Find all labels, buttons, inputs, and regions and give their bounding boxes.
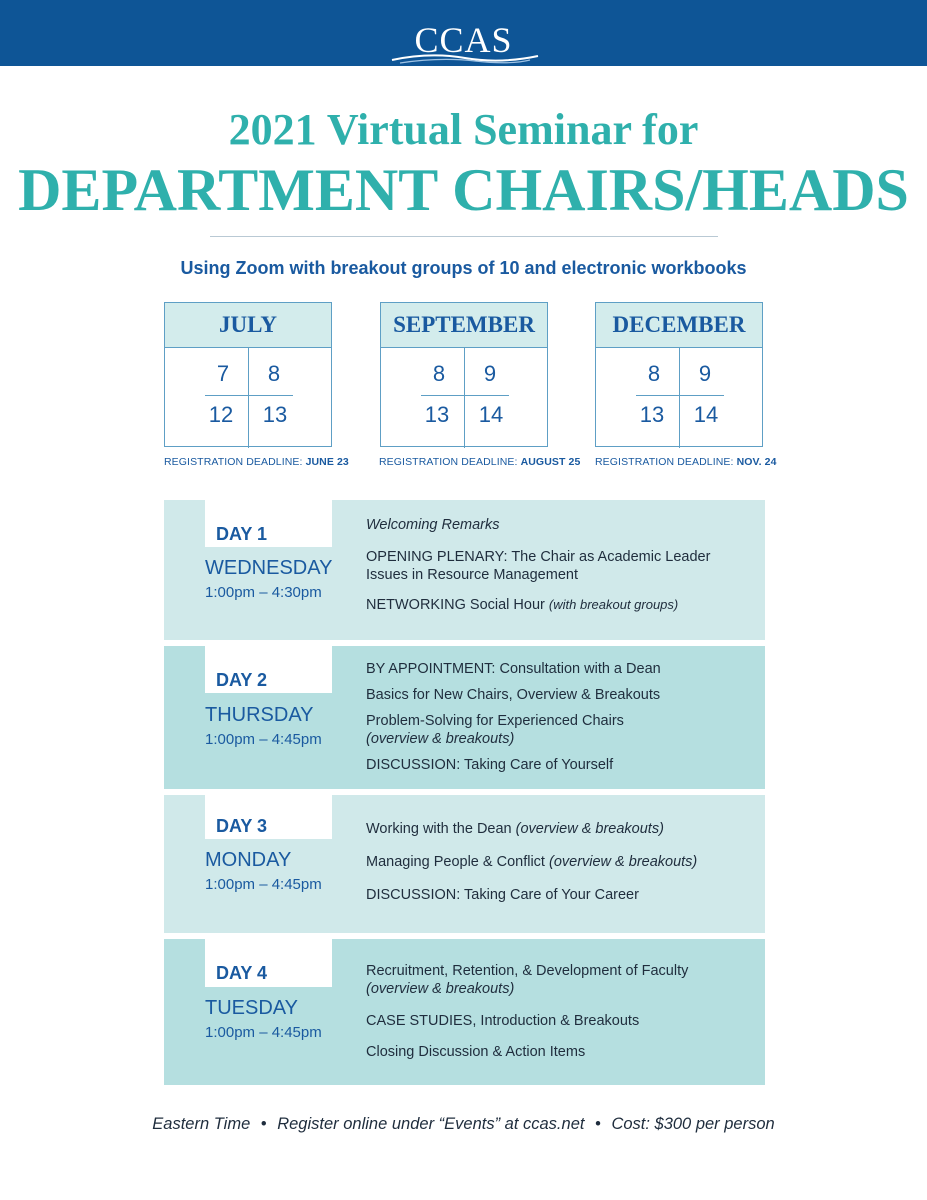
calendar-date: 12 bbox=[208, 402, 234, 427]
agenda-item: CASE STUDIES, Introduction & Breakouts bbox=[366, 1013, 640, 1029]
day-panel-2 bbox=[164, 646, 765, 789]
logo-wave-icon bbox=[390, 52, 540, 64]
calendar-divider bbox=[636, 395, 724, 396]
day-weekday: TUESDAY bbox=[205, 997, 298, 1019]
calendar-divider bbox=[421, 395, 509, 396]
agenda-item-italic: (with breakout groups) bbox=[548, 597, 679, 612]
agenda-item-text: NETWORKING Social Hour bbox=[366, 597, 549, 613]
agenda-item: BY APPOINTMENT: Consultation with a Dean bbox=[366, 661, 661, 677]
deadline-label: REGISTRATION DEADLINE: bbox=[595, 456, 734, 468]
bullet-separator: • bbox=[595, 1115, 601, 1133]
seminar-title-line1: 2021 Virtual Seminar for bbox=[228, 105, 699, 154]
agenda-item-italic: (overview & breakouts) bbox=[548, 854, 698, 870]
day-label: DAY 2 bbox=[216, 670, 268, 690]
calendar-month: JULY bbox=[165, 303, 331, 348]
calendar-date: 9 bbox=[698, 361, 712, 386]
calendar-date: 7 bbox=[216, 361, 230, 386]
calendar-month: SEPTEMBER bbox=[381, 303, 547, 348]
agenda-item: Recruitment, Retention, & Development of Faculty bbox=[366, 963, 689, 979]
day-panel-3 bbox=[164, 795, 765, 933]
calendar-date: 8 bbox=[432, 361, 446, 386]
day-time: 1:00pm – 4:30pm bbox=[205, 584, 322, 601]
seminar-title-line2: DEPARTMENT CHAIRS/HEADS bbox=[18, 157, 909, 223]
calendar-date: 14 bbox=[478, 402, 504, 427]
registration-deadline-september bbox=[379, 455, 580, 469]
deadline-label: REGISTRATION DEADLINE: bbox=[164, 456, 303, 468]
agenda-item-italic: (overview & breakouts) bbox=[366, 731, 515, 747]
deadline-label: REGISTRATION DEADLINE: bbox=[379, 456, 518, 468]
calendar-date: 14 bbox=[693, 402, 719, 427]
subtitle: Using Zoom with breakout groups of 10 and electronic workbooks bbox=[180, 258, 747, 278]
day-panel-1 bbox=[164, 500, 765, 640]
registration-deadline-july bbox=[164, 455, 349, 469]
agenda-item-italic: Welcoming Remarks bbox=[366, 517, 500, 533]
deadline-date: AUGUST 25 bbox=[520, 456, 581, 468]
bullet-separator: • bbox=[260, 1115, 267, 1133]
agenda-item: Basics for New Chairs, Overview & Breakouts bbox=[366, 687, 661, 703]
header-bar bbox=[0, 0, 927, 66]
footer-registration: Register online under “Events” at ccas.net bbox=[277, 1115, 585, 1133]
ccas-logo: CCAS bbox=[414, 20, 513, 60]
title-divider bbox=[210, 236, 718, 237]
calendar-december bbox=[595, 302, 763, 447]
registration-deadline-december bbox=[595, 455, 777, 469]
deadline-date: JUNE 23 bbox=[305, 456, 349, 468]
calendar-date: 13 bbox=[424, 402, 450, 427]
day-panel-4 bbox=[164, 939, 765, 1085]
day-time: 1:00pm – 4:45pm bbox=[205, 1024, 322, 1041]
calendar-september bbox=[380, 302, 548, 447]
footer-cost: Cost: $300 per person bbox=[611, 1115, 775, 1133]
agenda-item: DISCUSSION: Taking Care of Yourself bbox=[366, 757, 614, 773]
agenda-item bbox=[366, 853, 697, 871]
day-weekday: WEDNESDAY bbox=[205, 557, 333, 579]
day-weekday: MONDAY bbox=[205, 849, 292, 871]
day-label: DAY 3 bbox=[216, 816, 268, 836]
agenda-item-italic: (overview & breakouts) bbox=[366, 981, 515, 997]
calendar-month: DECEMBER bbox=[596, 303, 762, 348]
day-time: 1:00pm – 4:45pm bbox=[205, 731, 322, 748]
agenda-item: Closing Discussion & Action Items bbox=[366, 1044, 586, 1060]
calendar-divider bbox=[205, 395, 293, 396]
agenda-item bbox=[366, 516, 500, 534]
calendar-date: 9 bbox=[483, 361, 497, 386]
day-label: DAY 4 bbox=[216, 963, 268, 983]
agenda-item bbox=[366, 820, 664, 838]
calendar-date: 13 bbox=[639, 402, 665, 427]
footer-timezone: Eastern Time bbox=[152, 1115, 251, 1133]
agenda-item: OPENING PLENARY: The Chair as Academic Leader bbox=[366, 549, 711, 565]
footer-info bbox=[0, 1113, 927, 1135]
agenda-item: DISCUSSION: Taking Care of Your Career bbox=[366, 887, 639, 903]
day-label: DAY 1 bbox=[216, 524, 268, 544]
agenda-item-text: Working with the Dean bbox=[366, 821, 516, 837]
agenda-item-text: Managing People & Conflict bbox=[366, 854, 549, 870]
agenda-item: Issues in Resource Management bbox=[366, 567, 578, 583]
day-time: 1:00pm – 4:45pm bbox=[205, 876, 322, 893]
agenda-item-italic: (overview & breakouts) bbox=[515, 821, 664, 837]
calendar-july bbox=[164, 302, 332, 447]
agenda-item bbox=[366, 596, 678, 614]
agenda-item bbox=[366, 730, 514, 748]
deadline-date: NOV. 24 bbox=[736, 456, 777, 468]
agenda-item bbox=[366, 980, 514, 998]
agenda-item: Problem-Solving for Experienced Chairs bbox=[366, 713, 624, 729]
calendar-date: 13 bbox=[262, 402, 288, 427]
calendar-date: 8 bbox=[267, 361, 281, 386]
day-weekday: THURSDAY bbox=[205, 704, 314, 726]
calendar-date: 8 bbox=[647, 361, 661, 386]
